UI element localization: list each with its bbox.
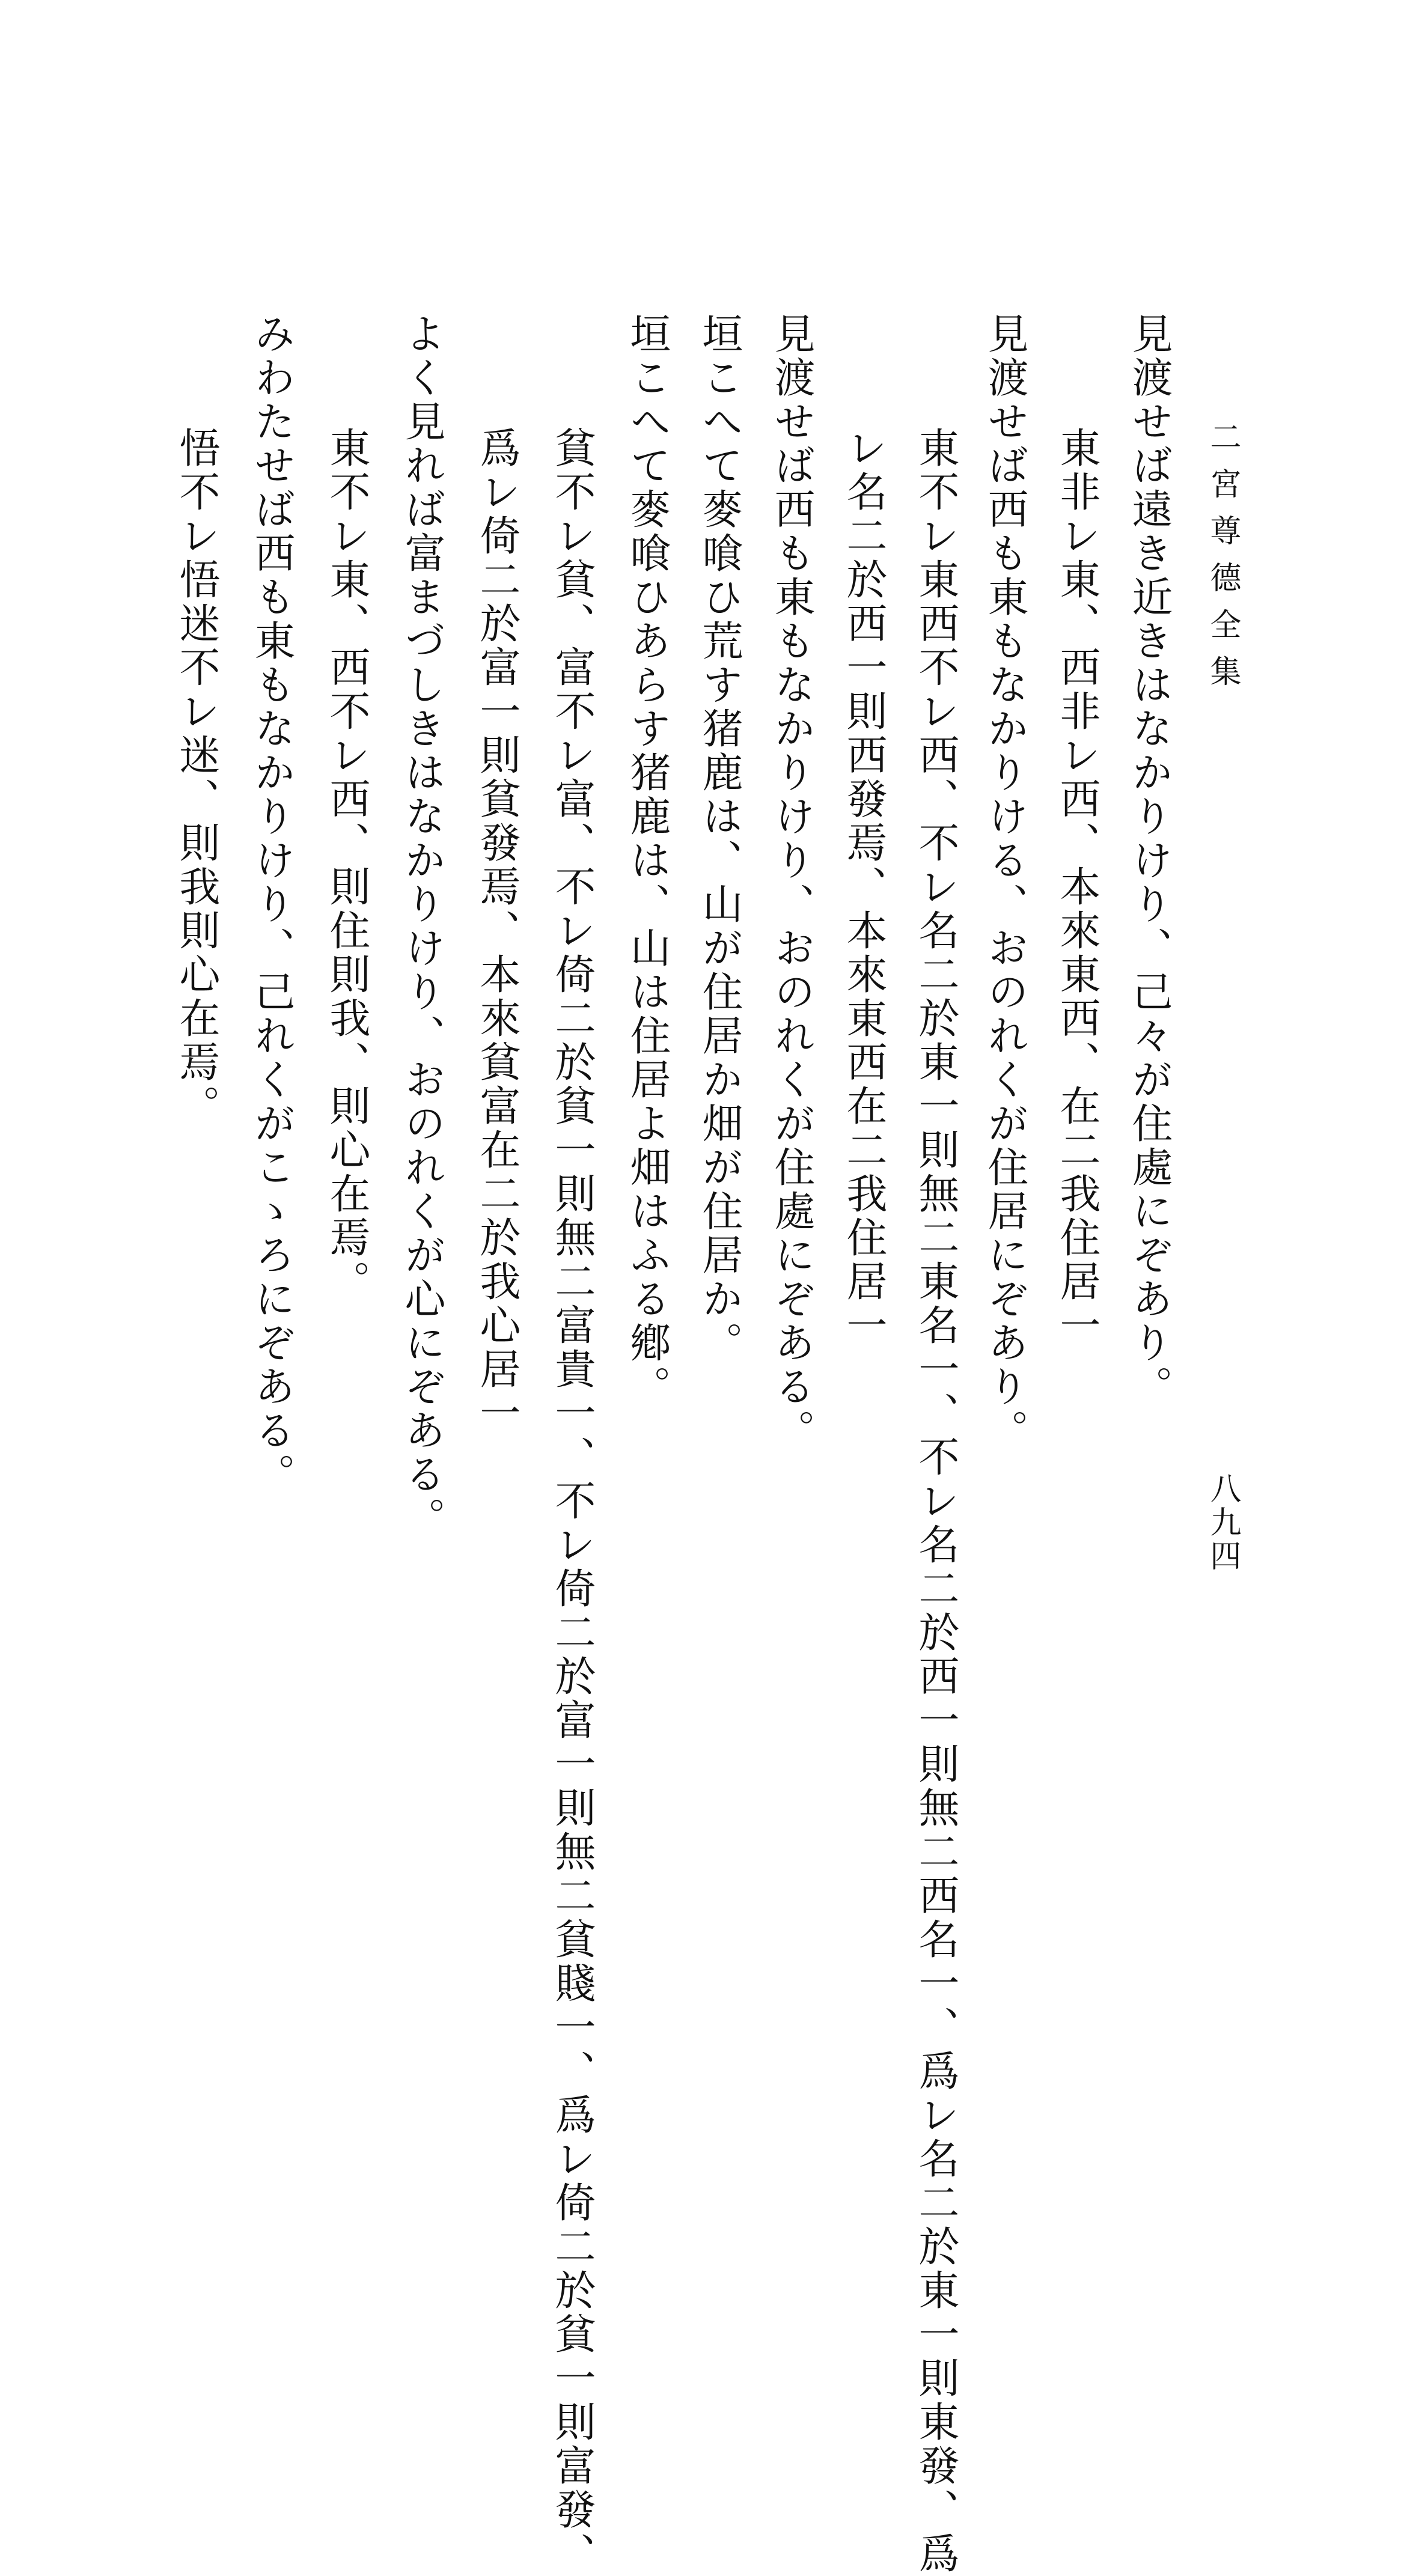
page-number: 八九四 bbox=[1204, 1472, 1241, 1573]
text-line-14: 悟不レ悟迷不レ迷、則我則心在焉。 bbox=[172, 427, 220, 1128]
text-line-4: 東不レ東西不レ西、不レ名二於東一則無二東名一、不レ名二於西一則無二西名一、爲レ名二於東一則東發、爲 bbox=[912, 427, 959, 2576]
text-line-3: 見渡せば西も東もなかりける、おのれくが住居にぞあり。 bbox=[981, 312, 1028, 1453]
text-line-11: よく見れば富まづしきはなかりけり、おのれくが心にぞある。 bbox=[398, 312, 445, 1541]
text-line-1: 見渡せば遠き近きはなかりけり、己々が住處にぞあり。 bbox=[1125, 312, 1173, 1409]
text-line-2: 東非レ東、西非レ西、本來東西、在二我住居一 bbox=[1053, 427, 1100, 1348]
text-line-5: レ名二於西一則西發焉、本來東西在二我住居一 bbox=[840, 427, 887, 1348]
text-line-13: みわたせば西も東もなかりけり、己れくがこゝろにぞある。 bbox=[248, 312, 295, 1497]
text-line-7: 垣こへて麥喰ひ荒す猪鹿は、山が住居か畑が住居か。 bbox=[695, 312, 743, 1365]
text-line-9: 貧不レ貧、富不レ富、不レ倚二於貧一則無二富貴一、不レ倚二於富一則無二貧賤一、爲レ倚二於貧一則富發、 bbox=[548, 427, 596, 2576]
text-line-12: 東不レ東、西不レ西、則住則我、則心在焉。 bbox=[323, 427, 370, 1304]
text-line-10: 爲レ倚二於富一則貧發焉、本來貧富在二於我心居一 bbox=[473, 427, 520, 1436]
running-header-title: 二宮尊德全集 bbox=[1204, 421, 1241, 702]
text-line-6: 見渡せば西も東もなかりけり、おのれくが住處にぞある。 bbox=[768, 312, 815, 1453]
text-line-8: 垣こへて麥喰ひあらす猪鹿は、山は住居よ畑はふる鄕。 bbox=[623, 312, 671, 1409]
